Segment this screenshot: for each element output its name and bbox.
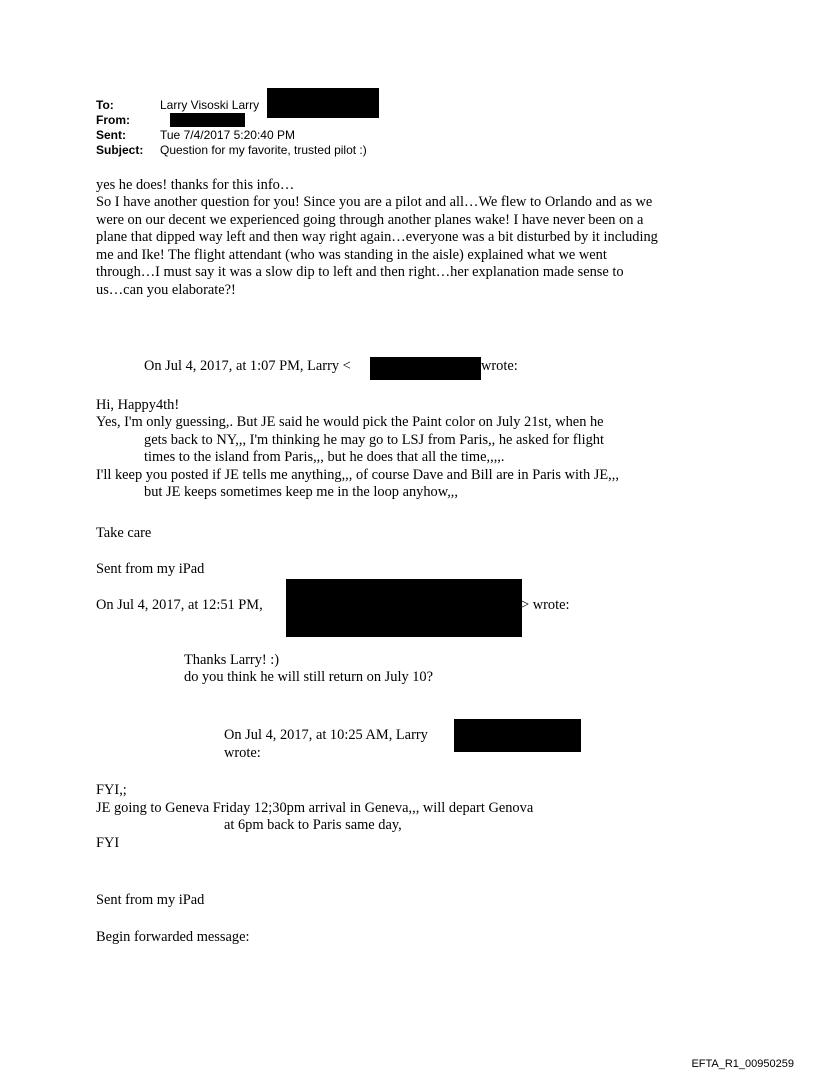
body-line: So I have another question for you! Since you are a pilot and all…We flew to Orlando and as we xyxy=(96,194,653,210)
reply-intro: On Jul 4, 2017, at 1:07 PM, Larry < xyxy=(144,358,351,374)
reply-intro: On Jul 4, 2017, at 12:51 PM, xyxy=(96,597,263,613)
body-line: through…I must say it was a slow dip to left and then right…her explanation made sense to xyxy=(96,264,624,280)
reply-intro-wrote: wrote: xyxy=(224,745,261,761)
reply-line: FYI,; xyxy=(96,782,127,798)
reply-line: gets back to NY,,, I'm thinking he may go to LSJ from Paris,, he asked for flight xyxy=(144,432,604,448)
to-value: Larry Visoski Larry xyxy=(160,98,260,112)
reply-intro-wrote: wrote: xyxy=(481,358,518,374)
to-label: To: xyxy=(96,98,114,112)
redaction-box xyxy=(170,113,245,127)
reply-line: do you think he will still return on July 10? xyxy=(184,669,434,685)
reply-line: Thanks Larry! :) xyxy=(184,652,280,668)
reply-line: but JE keeps sometimes keep me in the loop anyhow,,, xyxy=(144,484,459,500)
reply-intro: On Jul 4, 2017, at 10:25 AM, Larry xyxy=(224,727,428,743)
reply-signature: Sent from my iPad xyxy=(96,892,205,908)
reply-line: at 6pm back to Paris same day, xyxy=(224,817,402,833)
reply-signature: Sent from my iPad xyxy=(96,561,205,577)
from-label: From: xyxy=(96,113,130,127)
body-line: plane that dipped way left and then way right again…everyone was a bit disturbed by it including xyxy=(96,229,658,245)
reply-intro-wrote: > wrote: xyxy=(521,597,570,613)
reply-line: Yes, I'm only guessing,. But JE said he would pick the Paint color on July 21st, when he xyxy=(96,414,604,430)
subject-value: Question for my favorite, trusted pilot :) xyxy=(160,143,367,157)
sent-label: Sent: xyxy=(96,128,126,142)
reply-closing: Take care xyxy=(96,525,152,541)
reply-line: times to the island from Paris,,, but he does that all the time,,,,. xyxy=(144,449,505,465)
body-line: yes he does! thanks for this info… xyxy=(96,177,295,193)
body-line: were on our decent we experienced going through another planes wake! I have never been on a xyxy=(96,212,644,228)
sent-value: Tue 7/4/2017 5:20:40 PM xyxy=(160,128,295,142)
redaction-box xyxy=(370,357,481,380)
subject-label: Subject: xyxy=(96,143,144,157)
reply-line: FYI xyxy=(96,835,120,851)
reply-line: JE going to Geneva Friday 12;30pm arrival in Geneva,,, will depart Genova xyxy=(96,800,534,816)
document-id: EFTA_R1_00950259 xyxy=(691,1058,794,1070)
body-line: us…can you elaborate?! xyxy=(96,282,236,298)
redaction-box xyxy=(267,88,379,118)
reply-line: I'll keep you posted if JE tells me anything,,, of course Dave and Bill are in Paris with JE,,, xyxy=(96,467,619,483)
forwarded-message-label: Begin forwarded message: xyxy=(96,929,250,945)
redaction-box xyxy=(454,719,581,752)
body-line: me and Ike! The flight attendant (who was standing in the aisle) explained what we went xyxy=(96,247,607,263)
redaction-box xyxy=(286,579,522,637)
reply-greeting: Hi, Happy4th! xyxy=(96,397,180,413)
